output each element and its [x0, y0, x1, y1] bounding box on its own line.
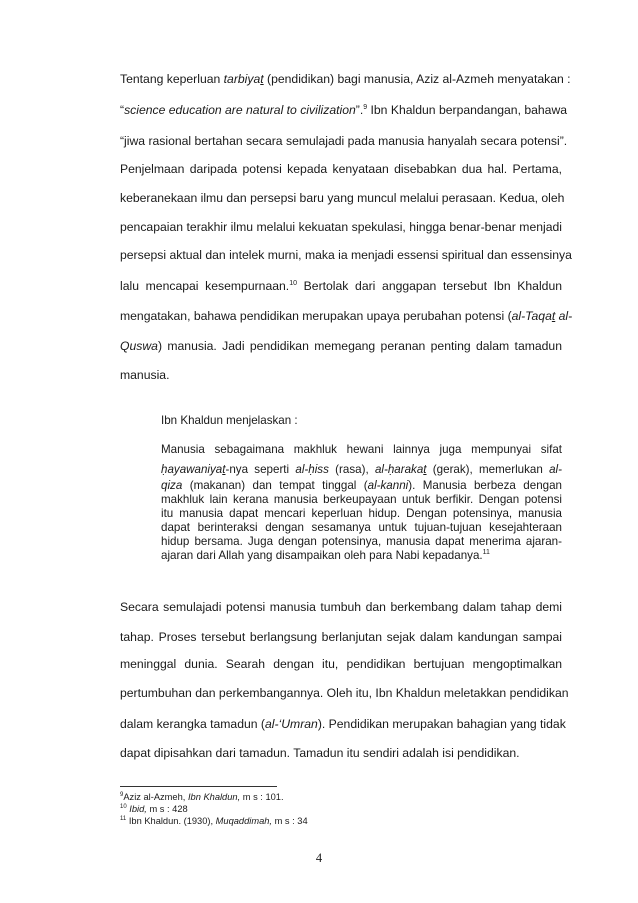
- quote-line-7: hidup bersama. Juga dengan potensinya, manusia dapat menerima ajaran-: [161, 535, 562, 548]
- paragraph-2-line-1: Secara semulajadi potensi manusia tumbuh dan berkembang dalam tahap demi: [120, 600, 562, 614]
- quote-intro: Ibn Khaldun menjelaskan :: [161, 414, 298, 427]
- paragraph-1-line-10: Quswa) manusia. Jadi pendidikan memegang peranan penting dalam tamadun: [120, 339, 562, 353]
- quote-line-8: ajaran dari Allah yang disampaikan oleh para Nabi kepadanya.$^{11}$: [161, 549, 490, 562]
- quote-line-5: itu manusia dapat mencari keperluan hidup. Dengan potensinya, manusia: [161, 507, 562, 520]
- paragraph-1-line-4: Penjelmaan daripada potensi kepada kenyataan disebabkan dua hal. Pertama,: [120, 162, 562, 176]
- paragraph-1-line-5: keberanekaan ilmu dan persepsi baru yang muncul melalui perasaan. Kedua, oleh: [120, 191, 565, 205]
- quote-line-4: makhluk lain kerana manusia berkeupayaan untuk berfikir. Dengan potensi: [161, 493, 562, 506]
- paragraph-1-line-9: mengatakan, bahawa pendidikan merupakan upaya perubahan potensi (al-Taqat al-: [120, 309, 573, 323]
- paragraph-2-line-5: dalam kerangka tamadun (al-‘Umran). Pendidikan merupakan bahagian yang tidak: [120, 717, 566, 731]
- paragraph-1-line-2: “science education are natural to civilization”.$^9$ Ibn Khaldun berpandangan, bahawa: [120, 103, 568, 117]
- paragraph-1-line-8: lalu mencapai kesempurnaan.$^{10}$ Bertolak dari anggapan tersebut Ibn Khaldun: [120, 279, 562, 293]
- page-number: 4: [315, 851, 323, 865]
- paragraph-2-line-2: tahap. Proses tersebut berlangsung berlanjutan sejak dalam kandungan sampai: [120, 630, 562, 644]
- footnote-11: $^{11}$ Ibn Khaldun. (1930), Muqaddimah, m s : 34: [120, 815, 308, 826]
- footnote-10: $^{10}$ Ibid, m s : 428: [120, 803, 188, 814]
- footnote-divider: [120, 786, 277, 787]
- paragraph-2-line-4: pertumbuhan dan perkembangannya. Oleh itu, Ibn Khaldun meletakkan pendidikan: [120, 686, 569, 700]
- quote-line-1: Manusia sebagaimana makhluk hewani lainnya juga mempunyai sifat: [161, 443, 562, 456]
- quote-line-3: qiza (makanan) dan tempat tinggal (al-kanni). Manusia berbeza dengan: [161, 479, 562, 492]
- paragraph-1-line-1: Tentang keperluan tarbiyat (pendidikan) bagi manusia, Aziz al-Azmeh menyatakan :: [120, 72, 571, 86]
- quote-line-2: ḥayawaniyat-nya seperti al-ḥiss (rasa), al-ḥarakat (gerak), memerlukan al-: [161, 463, 562, 476]
- paragraph-1-line-3: “jiwa rasional bertahan secara semulajadi pada manusia hanyalah secara potensi”.: [120, 134, 568, 148]
- paragraph-2-line-3: meninggal dunia. Searah dengan itu, pendidikan bertujuan mengoptimalkan: [120, 657, 562, 671]
- paragraph-1-line-11: manusia.: [120, 368, 170, 382]
- paragraph-2-line-6: dapat dipisahkan dari tamadun. Tamadun itu sendiri adalah isi pendidikan.: [120, 746, 520, 760]
- paragraph-1-line-6: pencapaian terakhir ilmu melalui kekuatan spekulasi, hingga benar-benar menjadi: [120, 220, 562, 234]
- footnote-9: $^9$Aziz al-Azmeh, Ibn Khaldun, m s : 101.: [120, 791, 284, 802]
- quote-line-6: dapat berinteraksi dengan sesamanya untuk tujuan-tujuan kesejahteraan: [161, 521, 562, 534]
- paragraph-1-line-7: persepsi aktual dan intelek murni, maka ia menjadi essensi spiritual dan essensinya: [120, 248, 572, 262]
